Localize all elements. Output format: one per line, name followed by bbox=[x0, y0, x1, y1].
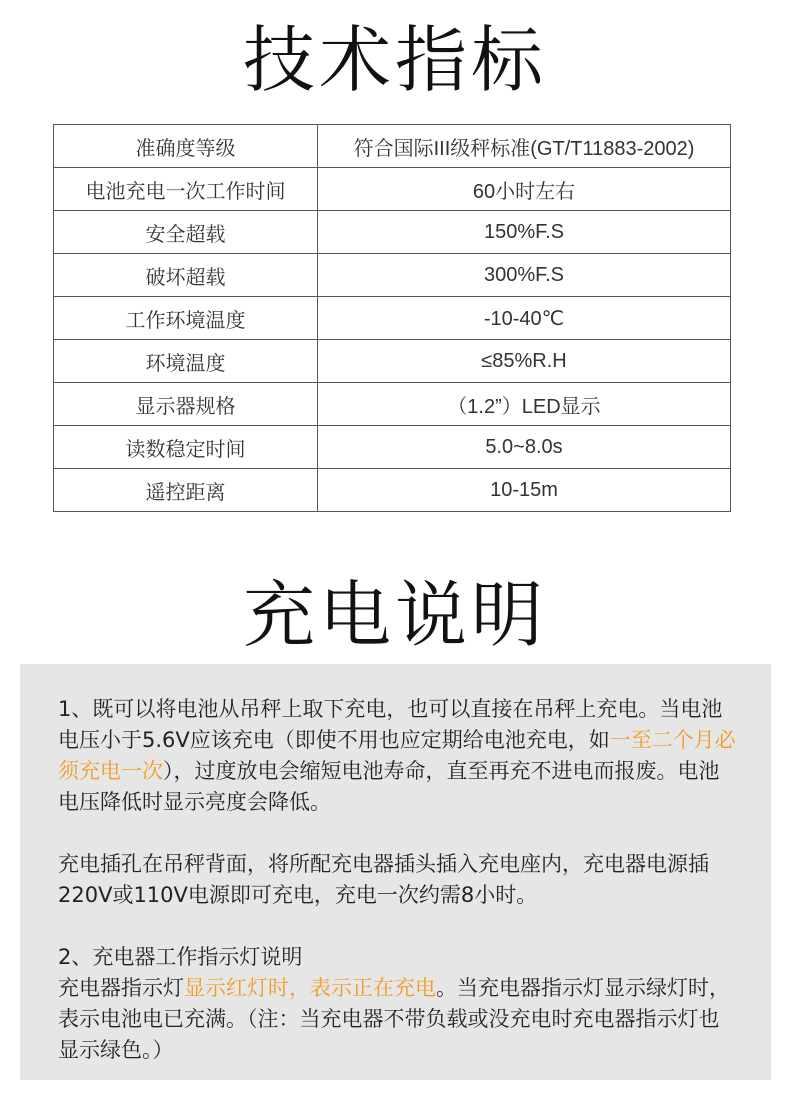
note-highlight: 显示红灯时，表示正在充电 bbox=[184, 976, 436, 1000]
charge-section-title: 充电说明 bbox=[242, 573, 547, 657]
table-row bbox=[54, 469, 731, 512]
table-row bbox=[54, 383, 731, 426]
spec-value: （1.2”）LED显示 bbox=[318, 383, 731, 426]
spec-value: -10-40℃ bbox=[318, 297, 731, 340]
spec-label: 工作环境温度 bbox=[54, 297, 318, 340]
note-paragraph-2: 充电插孔在吊秤背面，将所配充电器插头插入充电座内，充电器电源插220V或110V电源即可充电，充电一次约需8小时。 bbox=[58, 852, 709, 907]
note-text: 充电器指示灯 bbox=[58, 976, 184, 1000]
spec-label: 环境温度 bbox=[54, 340, 318, 383]
spec-value: 符合国际III级秤标准(GT/T11883-2002) bbox=[318, 125, 731, 168]
charging-notes-panel bbox=[20, 664, 771, 1080]
spec-label: 读数稳定时间 bbox=[54, 426, 318, 469]
charging-notes-text bbox=[58, 694, 738, 1097]
table-row bbox=[54, 168, 731, 211]
spec-value: 5.0~8.0s bbox=[318, 426, 731, 469]
table-row bbox=[54, 340, 731, 383]
spec-label: 显示器规格 bbox=[54, 383, 318, 426]
note-paragraph-3 bbox=[58, 942, 738, 1066]
note-heading: 2、充电器工作指示灯说明 bbox=[58, 945, 303, 969]
table-row bbox=[54, 211, 731, 254]
note-highlight: 一至二个月必须充电一次 bbox=[58, 728, 736, 783]
spec-label: 遥控距离 bbox=[54, 469, 318, 512]
spec-label: 安全超载 bbox=[54, 211, 318, 254]
note-text: 。当充电器指示灯显示绿灯时，表示电池电已充满。（注：当充电器不带负载或没充电时充电器指示灯也显示绿色。） bbox=[58, 976, 730, 1062]
spec-value: 60小时左右 bbox=[318, 168, 731, 211]
table-row bbox=[54, 297, 731, 340]
spec-value: 10-15m bbox=[318, 469, 731, 512]
note-text: ），过度放电会缩短电池寿命，直至再充不进电而报废。电池电压降低时显示亮度会降低。 bbox=[58, 759, 720, 814]
table-row bbox=[54, 125, 731, 168]
spec-value: ≤85%R.H bbox=[318, 340, 731, 383]
table-row bbox=[54, 426, 731, 469]
note-text: 1、既可以将电池从吊秤上取下充电，也可以直接在吊秤上充电。当电池电压小于5.6V应该充电（即使不用也应定期给电池充电，如 bbox=[58, 697, 723, 752]
spec-section-title: 技术指标 bbox=[242, 18, 547, 102]
spec-table bbox=[53, 124, 731, 512]
table-row bbox=[54, 254, 731, 297]
spec-label: 准确度等级 bbox=[54, 125, 318, 168]
spec-value: 150%F.S bbox=[318, 211, 731, 254]
note-paragraph-1 bbox=[58, 694, 738, 818]
spec-label: 电池充电一次工作时间 bbox=[54, 168, 318, 211]
spec-value: 300%F.S bbox=[318, 254, 731, 297]
spec-label: 破坏超载 bbox=[54, 254, 318, 297]
